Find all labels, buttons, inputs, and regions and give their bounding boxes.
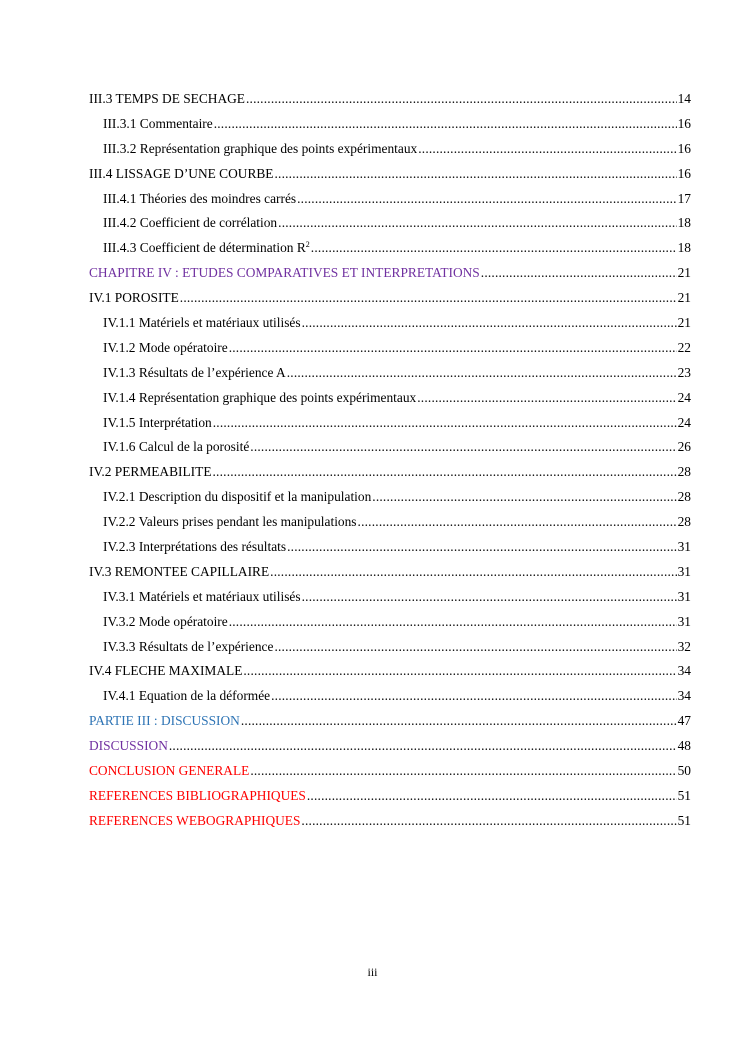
toc-entry-page: 22 xyxy=(677,339,691,355)
toc-entry-page: 16 xyxy=(677,165,691,181)
superscript: 2 xyxy=(305,240,310,250)
toc-entry-title: REFERENCES BIBLIOGRAPHIQUES xyxy=(89,787,306,803)
toc-entry-page: 24 xyxy=(677,414,691,430)
toc-entry-iii-3-1[interactable] xyxy=(89,112,691,137)
dot-leader xyxy=(271,684,677,709)
toc-entry-title: III.4 LISSAGE D’UNE COURBE xyxy=(89,165,274,181)
toc-entry-references-biblio[interactable] xyxy=(89,784,691,809)
toc-entry-iv-2-2[interactable] xyxy=(89,510,691,535)
dot-leader xyxy=(274,162,676,187)
dot-leader xyxy=(246,87,677,112)
toc-entry-title: DISCUSSION xyxy=(89,738,168,754)
dot-leader xyxy=(274,635,676,660)
page-number: iii xyxy=(367,965,378,979)
dot-leader xyxy=(270,560,676,585)
toc-entry-page: 18 xyxy=(677,240,691,256)
toc-entry-page: 21 xyxy=(677,265,691,281)
toc-entry-page: 28 xyxy=(677,514,691,530)
toc-entry-title: IV.3.3 Résultats de l’expérience xyxy=(103,638,274,654)
toc-entry-page: 18 xyxy=(677,215,691,231)
toc-entry-iv-1-1[interactable] xyxy=(89,311,691,336)
toc-entry-title: IV.3.2 Mode opératoire xyxy=(103,613,228,629)
toc-entry-iv-2-1[interactable] xyxy=(89,485,691,510)
dot-leader xyxy=(169,734,677,759)
dot-leader xyxy=(302,311,677,336)
toc-entry-title: IV.1.1 Matériels et matériaux utilisés xyxy=(103,315,301,331)
toc-entry-title: IV.4.1 Equation de la déformée xyxy=(103,688,271,704)
toc-entry-title xyxy=(103,236,310,261)
toc-entry-page: 28 xyxy=(677,464,691,480)
toc-entry-page: 31 xyxy=(677,588,691,604)
toc-entry-iv-1-6[interactable] xyxy=(89,435,691,460)
toc-entry-page: 17 xyxy=(677,190,691,206)
toc-entry-iv-2[interactable] xyxy=(89,460,691,485)
dot-leader xyxy=(229,610,677,635)
toc-entry-iv-1-5[interactable] xyxy=(89,411,691,436)
toc-entry-iv-3-2[interactable] xyxy=(89,610,691,635)
toc-entry-page: 51 xyxy=(677,812,691,828)
toc-entry-page: 21 xyxy=(677,290,691,306)
toc-entry-title: IV.1.3 Résultats de l’expérience A xyxy=(103,364,286,380)
toc-entry-page: 48 xyxy=(677,738,691,754)
dot-leader xyxy=(372,485,676,510)
table-of-contents xyxy=(89,87,691,834)
toc-entry-title: IV.1.4 Représentation graphique des points expérimentaux xyxy=(103,389,417,405)
dot-leader xyxy=(417,386,676,411)
toc-entry-iv-1-3[interactable] xyxy=(89,361,691,386)
toc-entry-discussion[interactable] xyxy=(89,734,691,759)
dot-leader xyxy=(213,411,677,436)
dot-leader xyxy=(229,336,677,361)
toc-entry-iii-4-3[interactable] xyxy=(89,236,691,261)
toc-entry-title: IV.1.2 Mode opératoire xyxy=(103,339,228,355)
toc-entry-title: IV.2 PERMEABILITE xyxy=(89,464,212,480)
toc-entry-title: REFERENCES WEBOGRAPHIQUES xyxy=(89,812,301,828)
toc-entry-page: 50 xyxy=(677,763,691,779)
toc-entry-iv-1-4[interactable] xyxy=(89,386,691,411)
toc-entry-page: 14 xyxy=(677,91,691,106)
dot-leader xyxy=(311,236,677,261)
toc-entry-chapitre-iv[interactable] xyxy=(89,261,691,286)
dot-leader xyxy=(287,361,677,386)
toc-entry-iii-3[interactable] xyxy=(89,87,691,112)
dot-leader xyxy=(250,435,676,460)
toc-entry-page: 16 xyxy=(677,115,691,131)
toc-entry-page: 34 xyxy=(677,688,691,704)
dot-leader xyxy=(297,187,677,212)
dot-leader xyxy=(214,112,677,137)
toc-entry-title: III.3.1 Commentaire xyxy=(103,115,213,131)
toc-entry-iv-3-1[interactable] xyxy=(89,585,691,610)
dot-leader xyxy=(358,510,677,535)
toc-entry-page: 16 xyxy=(677,140,691,156)
toc-entry-conclusion[interactable] xyxy=(89,759,691,784)
toc-entry-iv-4-1[interactable] xyxy=(89,684,691,709)
dot-leader xyxy=(302,585,677,610)
toc-entry-title: III.3 TEMPS DE SECHAGE xyxy=(89,91,245,106)
toc-entry-iv-3-3[interactable] xyxy=(89,635,691,660)
toc-entry-title: IV.2.2 Valeurs prises pendant les manipulations xyxy=(103,514,357,530)
toc-entry-page: 34 xyxy=(677,663,691,679)
dot-leader xyxy=(481,261,677,286)
toc-entry-title: IV.1.5 Interprétation xyxy=(103,414,212,430)
toc-entry-title: III.4.1 Théories des moindres carrés xyxy=(103,190,297,206)
dot-leader xyxy=(307,784,677,809)
toc-entry-title: IV.4 FLECHE MAXIMALE xyxy=(89,663,243,679)
toc-entry-page: 26 xyxy=(677,439,691,455)
toc-entry-title-text: III.4.3 Coefficient de détermination R xyxy=(103,240,306,256)
toc-entry-page: 31 xyxy=(677,613,691,629)
toc-entry-page: 51 xyxy=(677,787,691,803)
dot-leader xyxy=(241,709,677,734)
toc-entry-page: 24 xyxy=(677,389,691,405)
dot-leader xyxy=(243,659,676,684)
dot-leader xyxy=(278,211,676,236)
toc-entry-title: IV.3.1 Matériels et matériaux utilisés xyxy=(103,588,301,604)
dot-leader xyxy=(418,137,676,162)
toc-entry-page: 31 xyxy=(677,563,691,579)
toc-entry-title: IV.1.6 Calcul de la porosité xyxy=(103,439,250,455)
toc-entry-title: III.4.2 Coefficient de corrélation xyxy=(103,215,278,231)
toc-entry-title: III.3.2 Représentation graphique des points expérimentaux xyxy=(103,140,418,156)
toc-entry-references-webo[interactable] xyxy=(89,809,691,834)
toc-entry-title: CHAPITRE IV : ETUDES COMPARATIVES ET INTERPRETATIONS xyxy=(89,265,480,281)
toc-entry-page: 32 xyxy=(677,638,691,654)
dot-leader xyxy=(180,286,677,311)
toc-entry-iv-2-3[interactable] xyxy=(89,535,691,560)
dot-leader xyxy=(213,460,677,485)
toc-entry-title: IV.2.1 Description du dispositif et la manipulation xyxy=(103,489,372,505)
dot-leader xyxy=(250,759,676,784)
toc-entry-title: IV.1 POROSITE xyxy=(89,290,179,306)
toc-entry-iv-1[interactable] xyxy=(89,286,691,311)
toc-entry-title: IV.2.3 Interprétations des résultats xyxy=(103,539,287,555)
toc-entry-title: PARTIE III : DISCUSSION xyxy=(89,713,240,729)
toc-entry-partie-iii[interactable] xyxy=(89,709,691,734)
toc-entry-iv-1-2[interactable] xyxy=(89,336,691,361)
toc-entry-page: 21 xyxy=(677,315,691,331)
toc-entry-iii-3-2[interactable] xyxy=(89,137,691,162)
toc-entry-page: 47 xyxy=(677,713,691,729)
toc-entry-iii-4[interactable] xyxy=(89,162,691,187)
toc-entry-page: 23 xyxy=(677,364,691,380)
toc-entry-title: CONCLUSION GENERALE xyxy=(89,763,250,779)
toc-entry-page: 28 xyxy=(677,489,691,505)
toc-entry-iv-4[interactable] xyxy=(89,659,691,684)
toc-entry-iii-4-1[interactable] xyxy=(89,187,691,212)
toc-entry-title: IV.3 REMONTEE CAPILLAIRE xyxy=(89,563,270,579)
toc-entry-iii-4-2[interactable] xyxy=(89,211,691,236)
toc-entry-iv-3[interactable] xyxy=(89,560,691,585)
toc-entry-page: 31 xyxy=(677,539,691,555)
dot-leader xyxy=(301,809,676,834)
dot-leader xyxy=(287,535,677,560)
